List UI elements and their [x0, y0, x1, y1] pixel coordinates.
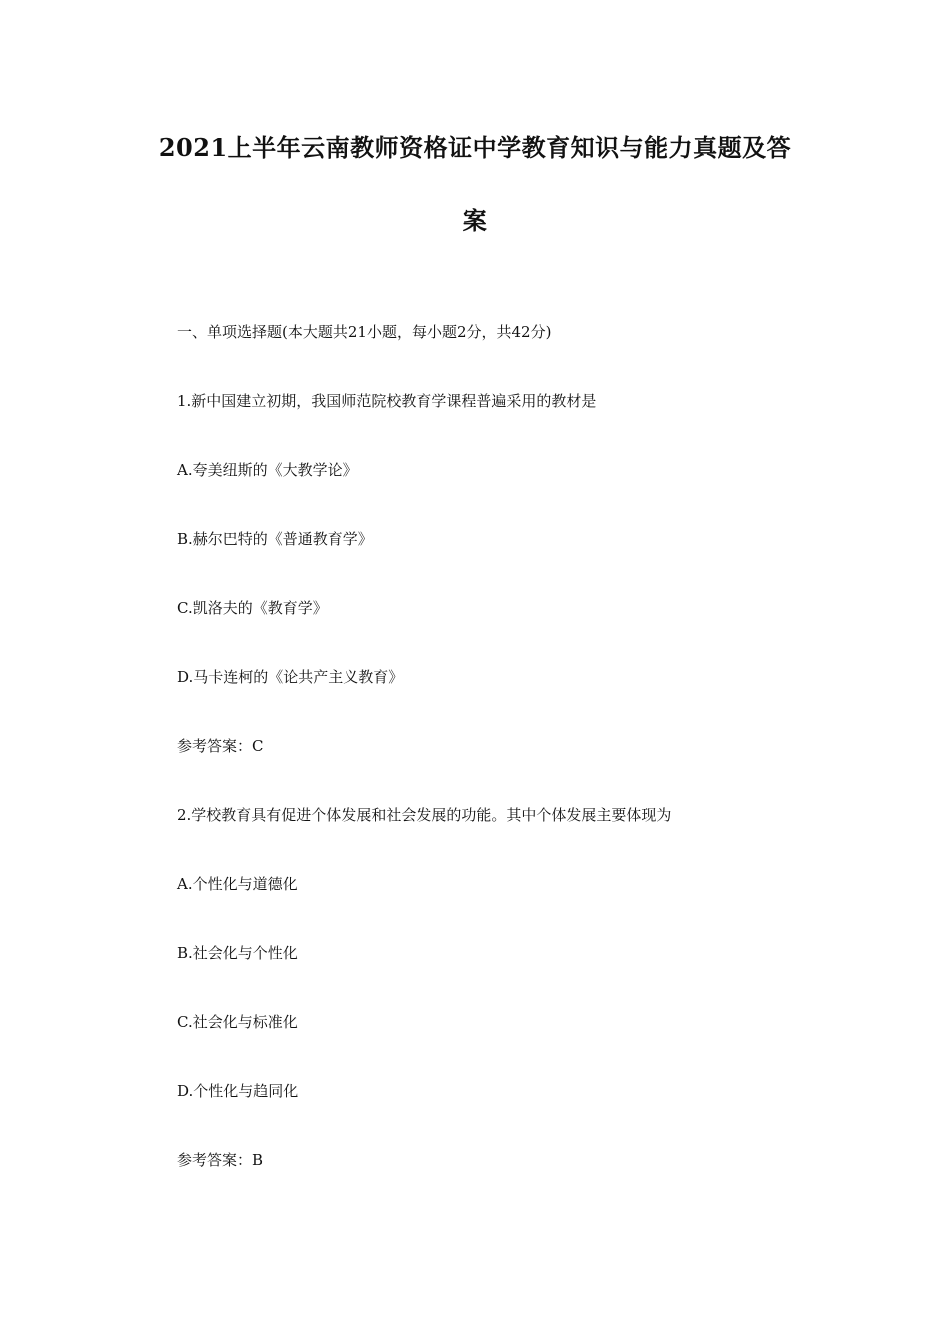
question-2-option-b: B.社会化与个性化: [177, 944, 298, 962]
question-2-option-c: C.社会化与标准化: [177, 1013, 298, 1031]
question-2-stem: 2.学校教育具有促进个体发展和社会发展的功能。其中个体发展主要体现为: [177, 806, 672, 824]
document-title-line-2: 案: [462, 206, 488, 235]
question-1-option-c: C.凯洛夫的《教育学》: [177, 599, 328, 617]
document-title-line-1: 2021上半年云南教师资格证中学教育知识与能力真题及答: [158, 133, 792, 162]
question-1-option-d: D.马卡连柯的《论共产主义教育》: [177, 668, 404, 686]
question-2-answer: 参考答案：B: [177, 1151, 264, 1169]
section-heading: 一、单项选择题(本大题共21小题，每小题2分，共42分): [177, 323, 552, 341]
question-2-option-a: A.个性化与道德化: [177, 875, 298, 893]
question-2-option-d: D.个性化与趋同化: [177, 1082, 299, 1100]
question-1-stem: 1.新中国建立初期，我国师范院校教育学课程普遍采用的教材是: [177, 392, 597, 410]
question-1-answer: 参考答案：C: [177, 737, 264, 755]
question-1-option-b: B.赫尔巴特的《普通教育学》: [177, 530, 373, 548]
question-1-option-a: A.夸美纽斯的《大教学论》: [177, 461, 358, 479]
